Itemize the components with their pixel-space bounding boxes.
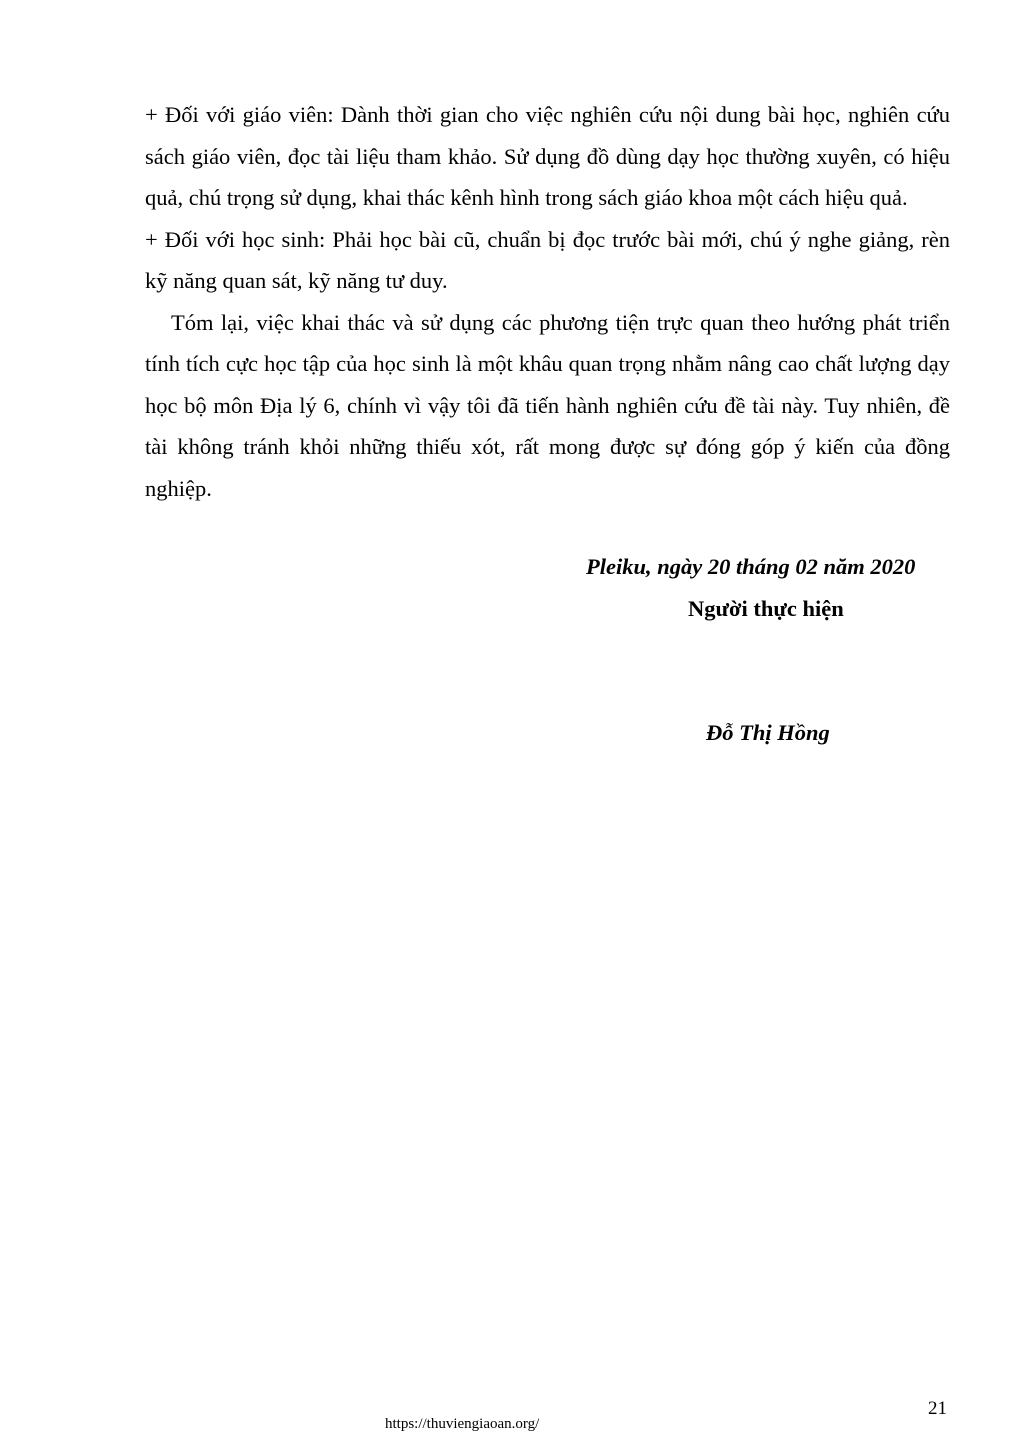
signature-title: Người thực hiện [688, 596, 844, 621]
signature-name: Đỗ Thị Hồng [706, 720, 830, 745]
teacher-paragraph: + Đối với giáo viên: Dành thời gian cho việc nghiên cứu nội dung bài học, nghiên cứu sách giáo viên, đọc tài liệu tham khảo. Sử dụng đồ dùng dạy học thường xuyên, có hiệu quả, chú trọng sử dụng, khai thác kênh hình trong sách giáo khoa một cách hiệu quả. [145, 102, 950, 210]
page-number: 21 [928, 1398, 947, 1419]
conclusion-paragraph: Tóm lại, việc khai thác và sử dụng các phương tiện trực quan theo hướng phát triển tính tích cực học tập của học sinh là một khâu quan trọng nhằm nâng cao chất lượng dạy học bộ môn Địa lý 6, chính vì vậy tôi đã tiến hành nghiên cứu đề tài này. Tuy nhiên, đề tài không tránh khỏi những thiếu xót, rất mong được sự đóng góp ý kiến của đồng nghiệp. [145, 309, 950, 501]
body-text [145, 94, 950, 509]
footer-url: https://thuviengiaoan.org/ [385, 1416, 540, 1432]
signature-place-date: Pleiku, ngày 20 tháng 02 năm 2020 [586, 554, 916, 579]
student-paragraph: + Đối với học sinh: Phải học bài cũ, chuẩn bị đọc trước bài mới, chú ý nghe giảng, rèn kỹ năng quan sát, kỹ năng tư duy. [145, 226, 950, 293]
